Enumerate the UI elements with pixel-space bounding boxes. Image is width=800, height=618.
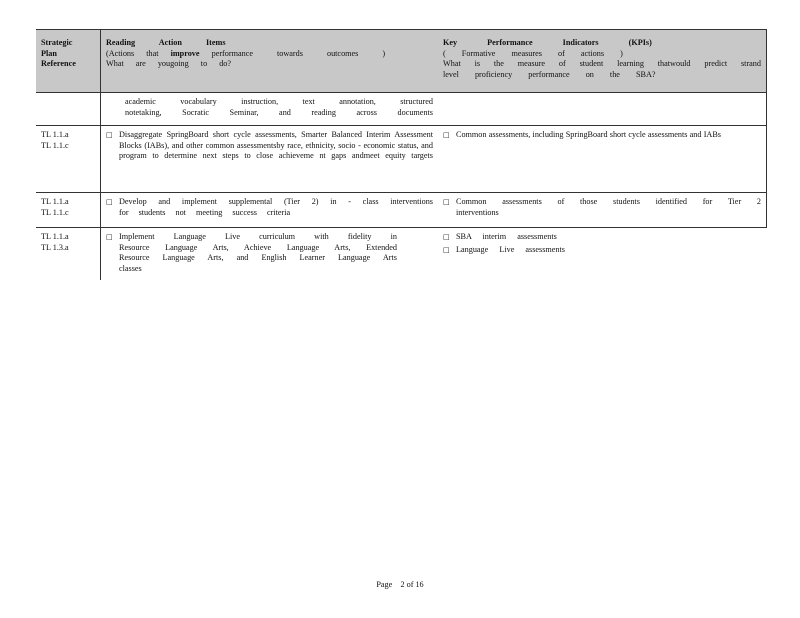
ref-cell [36,93,101,126]
square-bullet-icon: □ [443,245,450,254]
header-strategic-plan-reference [36,30,101,93]
action-text: Implement Language Live curriculum with fidelity in Resource Language Arts, Achieve Language Arts, Extended Resource Language Arts, and English Learner Language Arts classes [119,232,397,273]
page-number: 2 of 16 [400,580,424,589]
action-item [106,232,433,274]
page-label: Page [376,580,393,589]
ref-cell [36,193,101,228]
ref-code: TL 1.3.a [41,242,69,252]
header-col1-line: Plan [41,48,57,58]
action-text: Develop and implement supplemental (Tier 2) in - class interventions for students not meeting success criteria [119,197,433,217]
table-row [36,126,767,193]
table-row [36,228,767,281]
action-cell [101,193,439,228]
header-reading-action-items [101,30,439,93]
ref-code: TL 1.1.a [41,232,69,241]
action-cell [101,228,439,281]
kpi-item [443,130,761,141]
kpi-text: Language Live assessments [456,244,565,254]
header-col3-title: Key Performance Indicators (KPIs) [443,38,652,47]
header-col2-line2-bold: improve [170,48,200,58]
action-text: Disaggregate SpringBoard short cycle assessments, Smarter Balanced Interim Assessment Blocks (IABs), and other common assessmentsby race, ethnicity, socio - economic status, and program to determine next steps to close achieveme nt gaps andmeet equity targets [119,130,433,160]
ref-code: TL 1.1.a [41,197,69,206]
kpi-cell [438,93,767,126]
header-kpis [438,30,767,93]
header-col3-line3: What is the measure of student learning thatwould predict strand [443,59,761,68]
ref-cell [36,228,101,281]
ref-code: TL 1.1.c [41,207,69,217]
ref-cell [36,126,101,193]
action-continuation-line: academic vocabulary instruction, text annotation, structured [125,97,433,106]
action-cell [101,93,439,126]
action-continuation-line: notetaking, Socratic Seminar, and reading across documents [125,107,433,117]
action-cell [101,126,439,193]
action-item [106,197,433,218]
square-bullet-icon: □ [443,198,450,206]
header-col3-line4: level proficiency performance on the SBA? [443,69,656,79]
action-item [106,130,433,162]
square-bullet-icon: □ [106,233,113,241]
header-col2-line3: What are yougoing to do? [106,59,232,68]
square-bullet-icon: □ [106,198,113,206]
header-col2-line2-pre: (Actions that [106,48,159,58]
kpi-text: SBA interim assessments [456,232,557,241]
ref-code: TL 1.1.a [41,130,69,139]
header-col1-line: Strategic [41,38,73,47]
kpi-cell [438,193,767,228]
kpi-cell [438,126,767,193]
table-row [36,93,767,126]
header-col3-line2: ( Formative measures of actions ) [443,48,623,58]
page-footer [0,580,800,589]
kpi-cell [438,228,767,281]
kpi-item [443,245,762,256]
kpi-text: Common assessments, including SpringBoard short cycle assessments and IABs [456,130,721,139]
kpi-item [443,197,761,218]
header-col2-title: Reading Action Items [106,38,226,47]
header-col2-line2-post: performance towards outcomes ) [211,48,386,58]
square-bullet-icon: □ [443,233,450,241]
square-bullet-icon: □ [443,131,450,139]
ref-code: TL 1.1.c [41,140,69,150]
kpi-text: Common assessments of those students identified for Tier 2 interventions [456,197,761,217]
action-plan-table [36,29,767,280]
header-col1-line: Reference [41,59,76,68]
kpi-item [443,232,762,243]
table-row [36,193,767,228]
square-bullet-icon: □ [106,131,113,139]
table-header-row [36,30,767,93]
